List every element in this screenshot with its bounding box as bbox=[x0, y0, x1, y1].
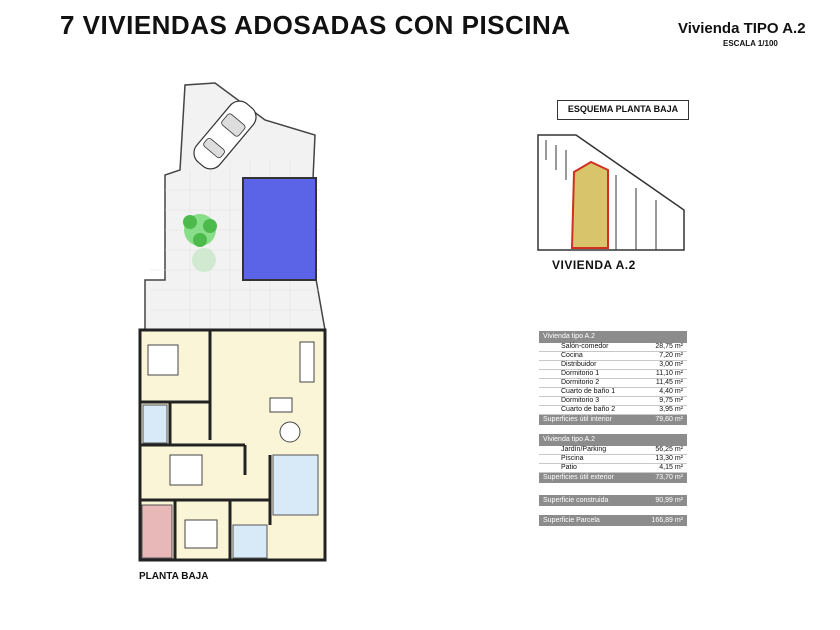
row-value: 11,10 m² bbox=[655, 370, 683, 377]
row-value: 4,40 m² bbox=[659, 388, 683, 395]
built-surface-row bbox=[539, 495, 687, 506]
row-value: 56,25 m² bbox=[655, 446, 683, 453]
row-label: Cocina bbox=[561, 352, 583, 359]
row-label: Piscina bbox=[561, 455, 584, 462]
pool bbox=[243, 178, 316, 280]
table-row bbox=[539, 446, 687, 455]
table-row bbox=[539, 361, 687, 370]
row-label: Salón-comedor bbox=[561, 343, 609, 350]
scheme-title-box: ESQUEMA PLANTA BAJA bbox=[557, 100, 689, 120]
kitchen bbox=[273, 455, 318, 515]
table-total bbox=[539, 415, 687, 425]
total-label: Superficies útil interior bbox=[543, 416, 612, 423]
table-row bbox=[539, 406, 687, 415]
row-label: Dormitorio 1 bbox=[561, 370, 600, 377]
plot-label: Superficie Parcela bbox=[543, 517, 600, 524]
row-label: Jardín/Parking bbox=[561, 446, 607, 453]
row-label: Cuarto de baño 1 bbox=[561, 388, 616, 395]
armchair-icon bbox=[270, 398, 292, 412]
floor-label: PLANTA BAJA bbox=[139, 571, 209, 582]
floor-plan bbox=[130, 80, 340, 565]
bed-icon bbox=[185, 520, 217, 548]
bathroom-1 bbox=[143, 405, 167, 443]
row-value: 11,45 m² bbox=[655, 379, 683, 386]
bed-icon bbox=[148, 345, 178, 375]
total-value: 73,70 m² bbox=[655, 474, 683, 481]
scale-label: ESCALA 1/100 bbox=[723, 39, 778, 48]
table-header: Vivienda tipo A.2 bbox=[539, 434, 687, 446]
row-label: Cuarto de baño 2 bbox=[561, 406, 616, 413]
highlighted-unit bbox=[572, 162, 608, 248]
table-row bbox=[539, 352, 687, 361]
table-row bbox=[539, 455, 687, 464]
table-row bbox=[539, 397, 687, 406]
row-value: 3,95 m² bbox=[659, 406, 683, 413]
interior-surface-table bbox=[539, 331, 687, 425]
table-row bbox=[539, 388, 687, 397]
plot-value: 166,89 m² bbox=[651, 517, 683, 524]
table-total bbox=[539, 473, 687, 483]
row-label: Dormitorio 3 bbox=[561, 397, 600, 404]
bed-icon bbox=[170, 455, 202, 485]
row-value: 13,30 m² bbox=[655, 455, 683, 462]
total-label: Superficies útil exterior bbox=[543, 474, 614, 481]
dwelling-type-title: Vivienda TIPO A.2 bbox=[678, 20, 806, 37]
plot-surface bbox=[539, 515, 687, 526]
row-value: 3,00 m² bbox=[659, 361, 683, 368]
bathroom-2 bbox=[233, 525, 267, 558]
row-value: 9,75 m² bbox=[659, 397, 683, 404]
patio bbox=[142, 505, 172, 558]
scheme-outline bbox=[538, 135, 684, 250]
total-value: 79,60 m² bbox=[655, 416, 683, 423]
exterior-surface-table bbox=[539, 434, 687, 483]
sofa-icon bbox=[300, 342, 314, 382]
row-label: Patio bbox=[561, 464, 577, 471]
row-value: 28,75 m² bbox=[655, 343, 683, 350]
row-value: 7,20 m² bbox=[659, 352, 683, 359]
table-header: Vivienda tipo A.2 bbox=[539, 331, 687, 343]
table-row bbox=[539, 464, 687, 473]
scheme-caption: VIVIENDA A.2 bbox=[552, 258, 636, 272]
built-surface bbox=[539, 495, 687, 506]
row-value: 4,15 m² bbox=[659, 464, 683, 471]
table-row bbox=[539, 379, 687, 388]
dining-table-icon bbox=[280, 422, 300, 442]
table-row bbox=[539, 343, 687, 352]
table-row bbox=[539, 370, 687, 379]
main-title: 7 VIVIENDAS ADOSADAS CON PISCINA bbox=[60, 10, 571, 40]
plot-surface-row bbox=[539, 515, 687, 526]
built-label: Superficie construida bbox=[543, 497, 609, 504]
row-label: Distribuidor bbox=[561, 361, 597, 368]
row-label: Dormitorio 2 bbox=[561, 379, 600, 386]
site-scheme bbox=[536, 130, 686, 255]
built-value: 90,99 m² bbox=[655, 497, 683, 504]
